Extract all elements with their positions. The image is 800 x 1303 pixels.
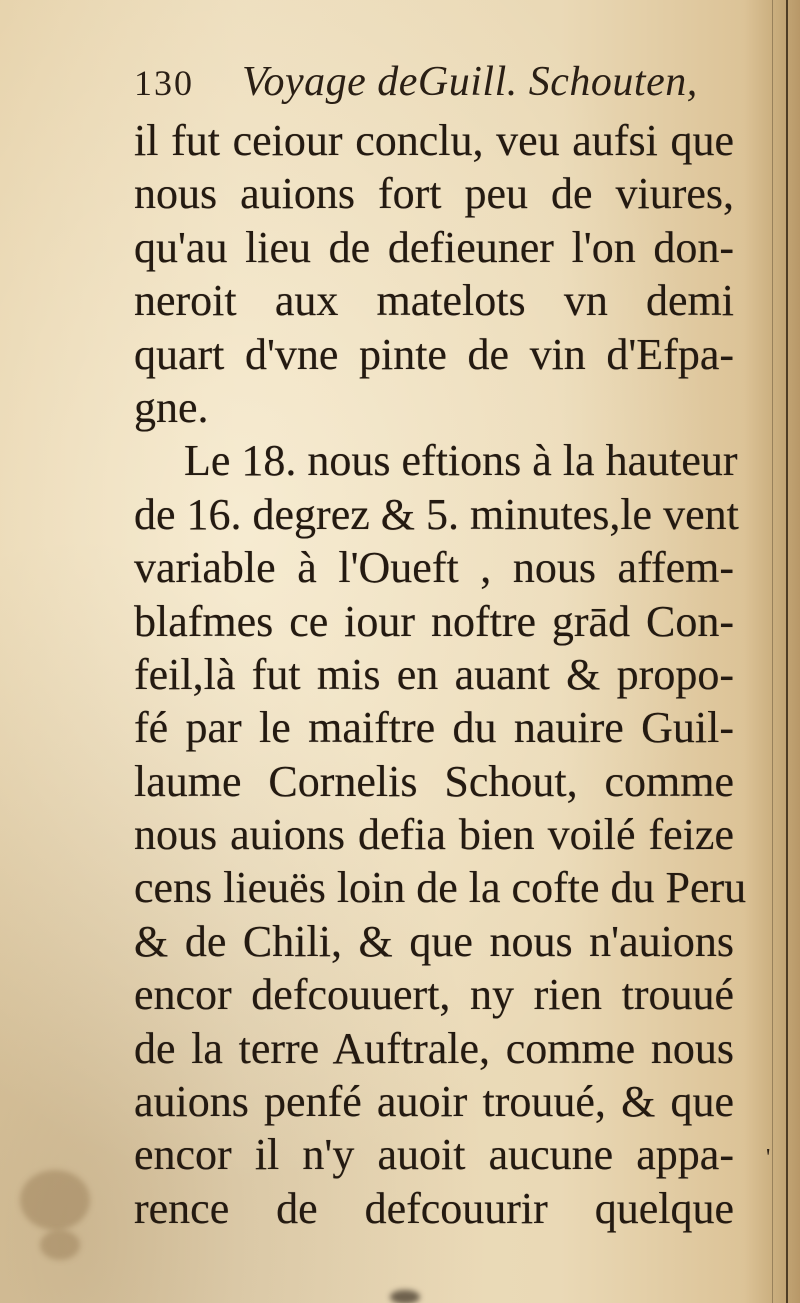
text-line: fé par le maiftre du nauire Guil- [134, 703, 734, 753]
text-line: de 16. degrez & 5. minutes,le vent [134, 489, 739, 539]
paper-stain [20, 1170, 90, 1230]
paper-stain [40, 1230, 80, 1260]
paper-stain [390, 1290, 420, 1303]
text-line: nous auions defia bien voilé feize [134, 810, 734, 860]
text-line: nous auions fort peu de viures, [134, 169, 734, 219]
gutter-shadow-line [772, 0, 773, 1303]
body-text [134, 114, 747, 1235]
text-line: encor il n'y auoit aucune appa- [134, 1130, 734, 1180]
text-line: rence de defcouurir quelque [134, 1183, 734, 1233]
text-line: qu'au lieu de defieuner l'on don- [134, 222, 734, 272]
text-line: blafmes ce iour noftre grād Con- [134, 596, 734, 646]
text-line: de la terre Auftrale, comme nous [134, 1023, 734, 1073]
text-line: laume Cornelis Schout, comme [134, 756, 734, 806]
text-line: & de Chili, & que nous n'auions [134, 916, 734, 966]
text-line: cens lieuës loin de la cofte du Peru [134, 863, 747, 913]
page-edge-line [786, 0, 788, 1303]
text-line: variable à l'Oueft , nous affem- [134, 543, 734, 593]
text-line: neroit aux matelots vn demi [134, 276, 734, 326]
text-line: feil,là fut mis en auant & propo- [134, 649, 734, 699]
text-line: quart d'vne pinte de vin d'Efpa- [134, 329, 734, 379]
text-line: auions penfé auoir trouué, & que [134, 1077, 734, 1127]
running-head [134, 58, 698, 114]
text-line: encor defcouuert, ny rien trouué [134, 970, 734, 1020]
text-line: il fut ceiour conclu, veu aufsi que [134, 116, 734, 165]
text-line: Le 18. nous eftions à la hauteur [184, 436, 738, 486]
text-line: gne. [134, 382, 209, 432]
margin-mark: ' [766, 1145, 771, 1171]
page-number: 130 [134, 63, 194, 103]
running-title: Voyage deGuill. Schouten, [242, 59, 698, 105]
